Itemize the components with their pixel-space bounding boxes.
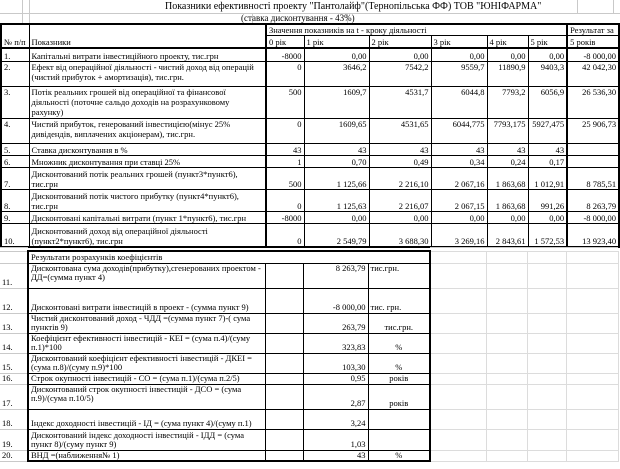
empty-cell — [527, 353, 566, 373]
value-cell-year5: 0,00 — [528, 48, 567, 62]
value-cell-year2: 0,00 — [369, 212, 431, 224]
value-cell-year0: 500 — [266, 87, 304, 119]
section-header: Результати розрахунків коефіцієнтів — [28, 251, 430, 263]
coef-row-number: 17. — [0, 384, 28, 409]
value-cell-year5: 43 — [528, 144, 567, 156]
empty-cell — [486, 450, 527, 461]
coef-unit: % — [368, 450, 430, 461]
value-cell-year2: 4531,65 — [369, 119, 431, 144]
result-cell: 42 042,30 — [567, 62, 619, 87]
coef-row-number: 12. — [0, 288, 28, 313]
value-cell-year3: 3 269,16 — [431, 224, 487, 247]
value-cell-year4: 0,00 — [487, 212, 528, 224]
table-row — [1, 48, 619, 62]
coef-label: Строк окупності інвестицій - СО = (сума п.1)/(сума п.2/5) — [28, 373, 265, 384]
empty-cell — [430, 429, 486, 450]
value-cell-year1: 0,70 — [304, 156, 369, 168]
indicators-table — [0, 23, 620, 248]
value-cell-year3: 43 — [431, 144, 487, 156]
empty-cell — [527, 333, 566, 353]
value-cell-year4: 0,00 — [487, 48, 528, 62]
value-cell-year4: 43 — [487, 144, 528, 156]
result-cell: 8 263,79 — [567, 190, 619, 212]
coef-row-number: 15. — [0, 353, 28, 373]
col-header-result-1: Результат за — [567, 24, 619, 36]
value-cell-year0: 0 — [266, 190, 304, 212]
row-number: 1. — [1, 48, 29, 62]
value-cell-year2: 4531,7 — [369, 87, 431, 119]
table-row — [0, 313, 618, 333]
empty-cell — [486, 333, 527, 353]
gridline — [430, 247, 618, 248]
empty-cell — [265, 353, 303, 373]
coef-value: 1,03 — [303, 429, 368, 450]
indicator-label: Дисконтований потік реальних грошей (пункт3*пункт6), тис.грн — [29, 168, 266, 190]
empty-cell — [486, 313, 527, 333]
empty-cell — [527, 288, 566, 313]
table-row — [1, 212, 619, 224]
value-cell-year1: 1 125,66 — [304, 168, 369, 190]
indicator-label: Дисконтований потік чистого прибутку (пункт4*пункт6), тис.грн — [29, 190, 266, 212]
coef-label: Дисконтований коефіцієнт ефективності інвестицій - ДКЕІ = (сума п.8)/(суму п.9)*100 — [28, 353, 265, 373]
coef-label: ВНД =(наближення№ 1) — [28, 450, 265, 461]
table-row — [0, 333, 618, 353]
table-row — [1, 144, 619, 156]
value-cell-year1: 0,00 — [304, 48, 369, 62]
empty-cell — [527, 429, 566, 450]
table-row — [0, 373, 618, 384]
value-cell-year2: 3 688,30 — [369, 224, 431, 247]
indicator-label: Ефект від операційної діяльності - чистий доход від операцій (чистий прибуток + амортизація), тис.грн. — [29, 62, 266, 87]
result-cell: 25 906,73 — [567, 119, 619, 144]
table-row — [1, 62, 619, 87]
coef-value: 2,87 — [303, 384, 368, 409]
gridline — [613, 0, 614, 13]
coef-unit: % — [368, 353, 430, 373]
coef-unit: років — [368, 384, 430, 409]
coef-row-number: 19. — [0, 429, 28, 450]
indicator-label: Потік реальних грошей від операційної та фінансової діяльності (поточне сальдо доходів на розрахунковому рахунку) — [29, 87, 266, 119]
empty-cell — [265, 263, 303, 288]
coef-unit: % — [368, 333, 430, 353]
row-number: 8. — [1, 190, 29, 212]
table-row — [1, 156, 619, 168]
coefficients-table — [0, 250, 619, 462]
indicator-label: Капітальні витрати інвестиційного проекту, тис.грн — [29, 48, 266, 62]
coef-label: Дисконтована сума доходів(прибутку),сгенерованих проектом - ДД=(сумма пункт 4) — [28, 263, 265, 288]
value-cell-year5: 1 012,91 — [528, 168, 567, 190]
indicator-label: Множник дисконтування при ставці 25% — [29, 156, 266, 168]
discount-rate-subtitle: (ставка дисконтування - 43%) — [241, 13, 355, 23]
indicator-label: Чистий прибуток, генерований інвестицією(мінус 25% дивідендів, виплачених акціонерам), тис.грн. — [29, 119, 266, 144]
table-row — [0, 353, 618, 373]
coef-value: 3,24 — [303, 409, 368, 429]
value-cell-year1: 1609,65 — [304, 119, 369, 144]
result-cell: -8 000,00 — [567, 48, 619, 62]
table-row — [1, 119, 619, 144]
col-header-year-5: 5 рік — [528, 36, 567, 48]
value-cell-year3: 0,34 — [431, 156, 487, 168]
empty-cell — [566, 263, 618, 288]
coef-value: 0,95 — [303, 373, 368, 384]
value-cell-year4: 11890,9 — [487, 62, 528, 87]
table-row — [0, 263, 618, 288]
empty-cell — [527, 313, 566, 333]
value-cell-year3: 2 067,15 — [431, 190, 487, 212]
empty-cell — [265, 313, 303, 333]
table-row — [0, 384, 618, 409]
indicator-label: Дисконтовані капітальні витрати (пункт 1*пункт6), тис.грн — [29, 212, 266, 224]
value-cell-year2: 2 216,07 — [369, 190, 431, 212]
table-row — [0, 450, 618, 461]
result-cell: 26 536,30 — [567, 87, 619, 119]
table-row — [1, 190, 619, 212]
value-cell-year1: 3646,2 — [304, 62, 369, 87]
col-header-result-2: 5 років — [567, 36, 619, 48]
value-cell-year2: 0,49 — [369, 156, 431, 168]
value-cell-year1: 1 125,63 — [304, 190, 369, 212]
value-cell-year5: 0,00 — [528, 212, 567, 224]
empty-cell — [430, 288, 486, 313]
coef-value: 103,30 — [303, 353, 368, 373]
value-cell-year3: 6044,775 — [431, 119, 487, 144]
col-header-indicator: Показники — [29, 24, 266, 48]
value-cell-year0: 43 — [266, 144, 304, 156]
empty-cell — [566, 450, 618, 461]
value-cell-year3: 2 067,16 — [431, 168, 487, 190]
col-header-num: № п/п — [1, 24, 29, 48]
coef-row-number: 13. — [0, 313, 28, 333]
table-row — [1, 87, 619, 119]
empty-cell — [430, 409, 486, 429]
empty-cell — [486, 251, 527, 263]
table-row — [0, 429, 618, 450]
coef-row-number: 11. — [0, 263, 28, 288]
value-cell-year0: 500 — [266, 168, 304, 190]
value-cell-year4: 7793,2 — [487, 87, 528, 119]
col-header-year-0: 0 рік — [266, 36, 304, 48]
result-cell: 13 923,40 — [567, 224, 619, 247]
coef-value: 263,79 — [303, 313, 368, 333]
coef-label: Чистий дисконтований доход - ЧДД =(сумма пункт 7)-( сума пунктів 9) — [28, 313, 265, 333]
empty-cell — [265, 450, 303, 461]
coef-value: 8 263,79 — [303, 263, 368, 288]
empty-cell — [486, 373, 527, 384]
coef-unit: тис. грн. — [368, 288, 430, 313]
table-row — [1, 224, 619, 247]
value-cell-year5: 0,17 — [528, 156, 567, 168]
value-cell-year2: 2 216,10 — [369, 168, 431, 190]
row-number: 2. — [1, 62, 29, 87]
col-header-values-span: Значення показників на t - кроку діяльності — [266, 24, 567, 36]
empty-cell — [0, 251, 28, 263]
empty-cell — [430, 450, 486, 461]
result-cell: 8 785,51 — [567, 168, 619, 190]
value-cell-year0: 0 — [266, 62, 304, 87]
empty-cell — [265, 429, 303, 450]
coef-label: Дисконтований індекс доходності інвестицій - ІДД = (сума пункт 8)/(суму пункт 9) — [28, 429, 265, 450]
empty-cell — [527, 384, 566, 409]
row-number: 7. — [1, 168, 29, 190]
empty-cell — [265, 384, 303, 409]
empty-cell — [430, 353, 486, 373]
coef-label: Дисконтовані витрати інвестицій в проект - (сумма пункт 9) — [28, 288, 265, 313]
empty-cell — [265, 333, 303, 353]
value-cell-year2: 0,00 — [369, 48, 431, 62]
gridline — [577, 0, 578, 13]
col-header-year-4: 4 рік — [487, 36, 528, 48]
value-cell-year4: 7793,175 — [487, 119, 528, 144]
empty-cell — [486, 353, 527, 373]
empty-cell — [566, 251, 618, 263]
empty-cell — [430, 251, 486, 263]
coef-value: 43 — [303, 450, 368, 461]
value-cell-year4: 2 843,61 — [487, 224, 528, 247]
col-header-year-1: 1 рік — [304, 36, 369, 48]
coef-unit: років — [368, 373, 430, 384]
coef-row-number: 20. — [0, 450, 28, 461]
value-cell-year3: 0,00 — [431, 48, 487, 62]
row-number: 9. — [1, 212, 29, 224]
gridline — [29, 0, 30, 23]
row-number: 10. — [1, 224, 29, 247]
table-row — [0, 288, 618, 313]
coef-label: Індекс доходності інвестицій - ІД = (сума пункт 4)/(суму п.1) — [28, 409, 265, 429]
empty-cell — [430, 373, 486, 384]
value-cell-year5: 9403,3 — [528, 62, 567, 87]
value-cell-year2: 7542,2 — [369, 62, 431, 87]
report-title: Показники ефективності проекту "Пантолайф"(Тернопільська ФФ) ТОВ "ЮНІФАРМА" — [165, 1, 542, 12]
value-cell-year1: 1609,7 — [304, 87, 369, 119]
coef-row-number: 14. — [0, 333, 28, 353]
value-cell-year5: 6056,9 — [528, 87, 567, 119]
empty-cell — [566, 429, 618, 450]
coef-unit: тис.грн. — [368, 263, 430, 288]
coef-unit — [368, 409, 430, 429]
value-cell-year2: 43 — [369, 144, 431, 156]
row-number: 5. — [1, 144, 29, 156]
empty-cell — [566, 333, 618, 353]
coef-value: -8 000,00 — [303, 288, 368, 313]
gridline — [0, 247, 28, 248]
empty-cell — [265, 373, 303, 384]
value-cell-year5: 1 572,53 — [528, 224, 567, 247]
empty-cell — [527, 450, 566, 461]
empty-cell — [486, 429, 527, 450]
coef-unit: тис.грн. — [368, 313, 430, 333]
result-cell — [567, 144, 619, 156]
value-cell-year5: 991,26 — [528, 190, 567, 212]
empty-cell — [527, 409, 566, 429]
empty-cell — [566, 313, 618, 333]
result-cell: -8 000,00 — [567, 212, 619, 224]
value-cell-year1: 43 — [304, 144, 369, 156]
empty-cell — [265, 409, 303, 429]
row-number: 4. — [1, 119, 29, 144]
empty-cell — [486, 409, 527, 429]
result-cell — [567, 156, 619, 168]
coef-value: 323,83 — [303, 333, 368, 353]
empty-cell — [566, 384, 618, 409]
empty-cell — [430, 313, 486, 333]
empty-cell — [527, 373, 566, 384]
empty-cell — [566, 409, 618, 429]
gridline — [22, 0, 23, 23]
value-cell-year0: -8000 — [266, 48, 304, 62]
value-cell-year0: 0 — [266, 119, 304, 144]
value-cell-year0: 1 — [266, 156, 304, 168]
value-cell-year0: 0 — [266, 224, 304, 247]
coef-unit — [368, 429, 430, 450]
empty-cell — [527, 263, 566, 288]
coef-label: Дисконтований строк окупності інвестицій - ДСО = (сума п.9)/(сума п.10/5) — [28, 384, 265, 409]
row-number: 3. — [1, 87, 29, 119]
empty-cell — [566, 373, 618, 384]
value-cell-year3: 6044,8 — [431, 87, 487, 119]
value-cell-year1: 0,00 — [304, 212, 369, 224]
table-row — [1, 168, 619, 190]
empty-cell — [430, 263, 486, 288]
value-cell-year0: -8000 — [266, 212, 304, 224]
empty-cell — [527, 251, 566, 263]
empty-cell — [430, 384, 486, 409]
value-cell-year4: 1 863,68 — [487, 168, 528, 190]
empty-cell — [566, 288, 618, 313]
indicator-label: Дисконтований доход від операційної діяльності (пункт2*пункт6), тис.грн — [29, 224, 266, 247]
value-cell-year4: 0,24 — [487, 156, 528, 168]
value-cell-year4: 1 863,68 — [487, 190, 528, 212]
empty-cell — [265, 288, 303, 313]
empty-cell — [486, 288, 527, 313]
empty-cell — [486, 384, 527, 409]
table-row — [0, 409, 618, 429]
row-number: 6. — [1, 156, 29, 168]
section-header-row — [0, 251, 618, 263]
col-header-year-3: 3 рік — [431, 36, 487, 48]
indicator-label: Ставка дисконтування в % — [29, 144, 266, 156]
coef-label: Коефіцієнт ефективності інвестицій - КЕІ = (сума п.4)/(суму п.1)*100 — [28, 333, 265, 353]
coef-row-number: 18. — [0, 409, 28, 429]
empty-cell — [566, 353, 618, 373]
empty-cell — [486, 263, 527, 288]
value-cell-year3: 0,00 — [431, 212, 487, 224]
value-cell-year1: 2 549,79 — [304, 224, 369, 247]
empty-cell — [430, 333, 486, 353]
value-cell-year5: 5927,475 — [528, 119, 567, 144]
col-header-year-2: 2 рік — [369, 36, 431, 48]
coef-row-number: 16. — [0, 373, 28, 384]
value-cell-year3: 9559,7 — [431, 62, 487, 87]
